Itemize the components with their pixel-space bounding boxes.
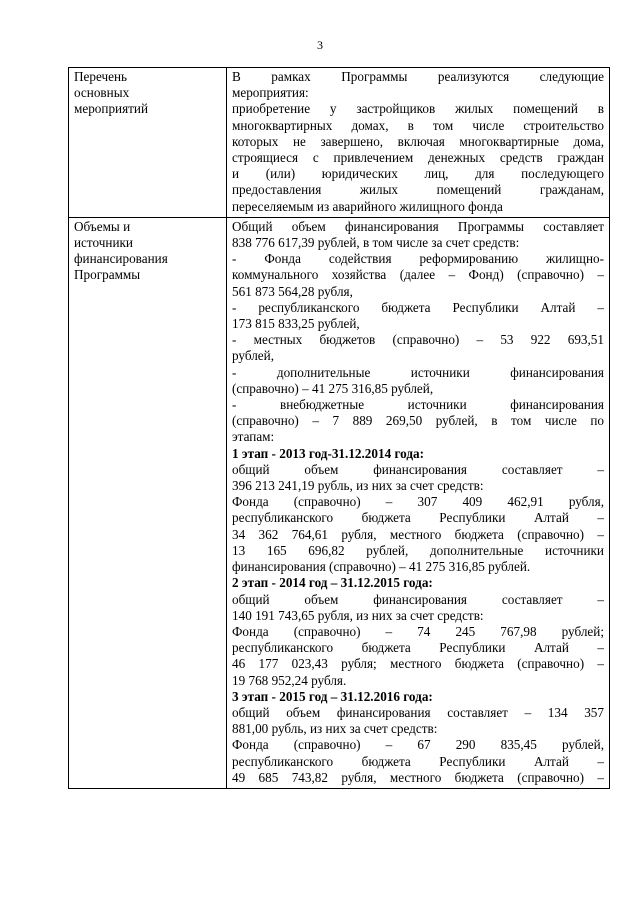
stage-heading: 2 этап - 2014 год – 31.12.2015 года: (232, 575, 433, 591)
stage-heading: 1 этап - 2013 год-31.12.2014 года: (232, 445, 425, 461)
text-line: общий объем финансирования составляет – (232, 591, 604, 607)
text-line: 396 213 241,19 рубль, из них за счет средств: (232, 478, 484, 494)
text-line: коммунального хозяйства (далее – Фонд) (справочно) – (232, 267, 604, 283)
row-label (69, 217, 227, 788)
table-row (69, 68, 610, 218)
label-line: Перечень (74, 69, 128, 84)
text-line: республиканского бюджета Республики Алтай – (232, 510, 604, 526)
label-line: мероприятий (74, 101, 149, 117)
text-line: 173 815 833,25 рублей, (232, 316, 360, 332)
text-line: общий объем финансирования составляет – 134 357 (232, 704, 604, 720)
text-line: 13 165 696,82 рублей, дополнительные источники (232, 542, 604, 558)
text-line: Фонда (справочно) – 307 409 462,91 рубля, (232, 494, 604, 510)
text-line: предоставления жилых помещений гражданам, (232, 182, 604, 198)
text-line: рублей, (232, 348, 275, 364)
text-line: 140 191 743,65 рубля, из них за счет средств: (232, 607, 484, 623)
text-line: мероприятия: (232, 85, 309, 101)
stage-heading: 3 этап - 2015 год – 31.12.2016 года: (232, 688, 433, 704)
text-line: этапам: (232, 429, 275, 445)
text-line: - внебюджетные источники финансирования (232, 397, 604, 413)
text-line: республиканского бюджета Республики Алтай – (232, 753, 604, 769)
row-label (69, 68, 227, 218)
text-line: 49 685 743,82 рубля, местного бюджета (справочно) – (232, 769, 604, 785)
text-line: 46 177 023,43 рубля; местного бюджета (справочно) – (232, 656, 604, 672)
text-line: (справочно) – 7 889 269,50 рублей, в том числе по (232, 413, 604, 429)
text-line: которых не завершено, включая многоквартирные дома, (232, 133, 604, 149)
text-line: переселяемым из аварийного жилищного фонда (232, 198, 503, 214)
text-line: общий объем финансирования составляет – (232, 461, 604, 477)
text-line: республиканского бюджета Республики Алтай – (232, 640, 604, 656)
label-line: основных (74, 85, 130, 101)
text-line: и (или) юридических лиц, для последующего (232, 166, 604, 182)
text-line: приобретение у застройщиков жилых помещений в (232, 101, 604, 117)
text-line: - дополнительные источники финансирования (232, 364, 604, 380)
row-content (227, 68, 610, 218)
label-line: источники (74, 235, 133, 251)
text-line: финансирования (справочно) – 41 275 316,85 рублей. (232, 559, 531, 575)
text-line: многоквартирных домах, в том числе строительство (232, 117, 604, 133)
text-line: Фонда (справочно) – 74 245 767,98 рублей; (232, 623, 604, 639)
page-number: 3 (317, 38, 323, 52)
text-line: строящиеся с привлечением денежных средств граждан (232, 150, 604, 166)
text-line: Общий объем финансирования Программы составляет (232, 218, 604, 234)
text-line: Фонда (справочно) – 67 290 835,45 рублей, (232, 737, 604, 753)
text-line: 881,00 рубль, из них за счет средств: (232, 721, 438, 737)
text-line: (справочно) – 41 275 316,85 рублей, (232, 380, 434, 396)
text-line: - местных бюджетов (справочно) – 53 922 693,51 (232, 332, 604, 348)
text-line: - республиканского бюджета Республики Алтай – (232, 299, 604, 315)
label-line: Программы (74, 267, 141, 283)
program-passport-table (68, 67, 610, 789)
table-row (69, 217, 610, 788)
text-line: В рамках Программы реализуются следующие (232, 69, 604, 84)
text-line: 561 873 564,28 рубля, (232, 283, 353, 299)
text-line: 34 362 764,61 рубля, местного бюджета (справочно) – (232, 526, 604, 542)
label-line: Объемы и (74, 218, 131, 234)
text-line: - Фонда содействия реформированию жилищно- (232, 251, 604, 267)
text-line: 838 776 617,39 рублей, в том числе за счет средств: (232, 235, 520, 251)
label-line: финансирования (74, 251, 168, 267)
text-line: 19 768 952,24 рубля. (232, 672, 347, 688)
row-content (227, 217, 610, 788)
